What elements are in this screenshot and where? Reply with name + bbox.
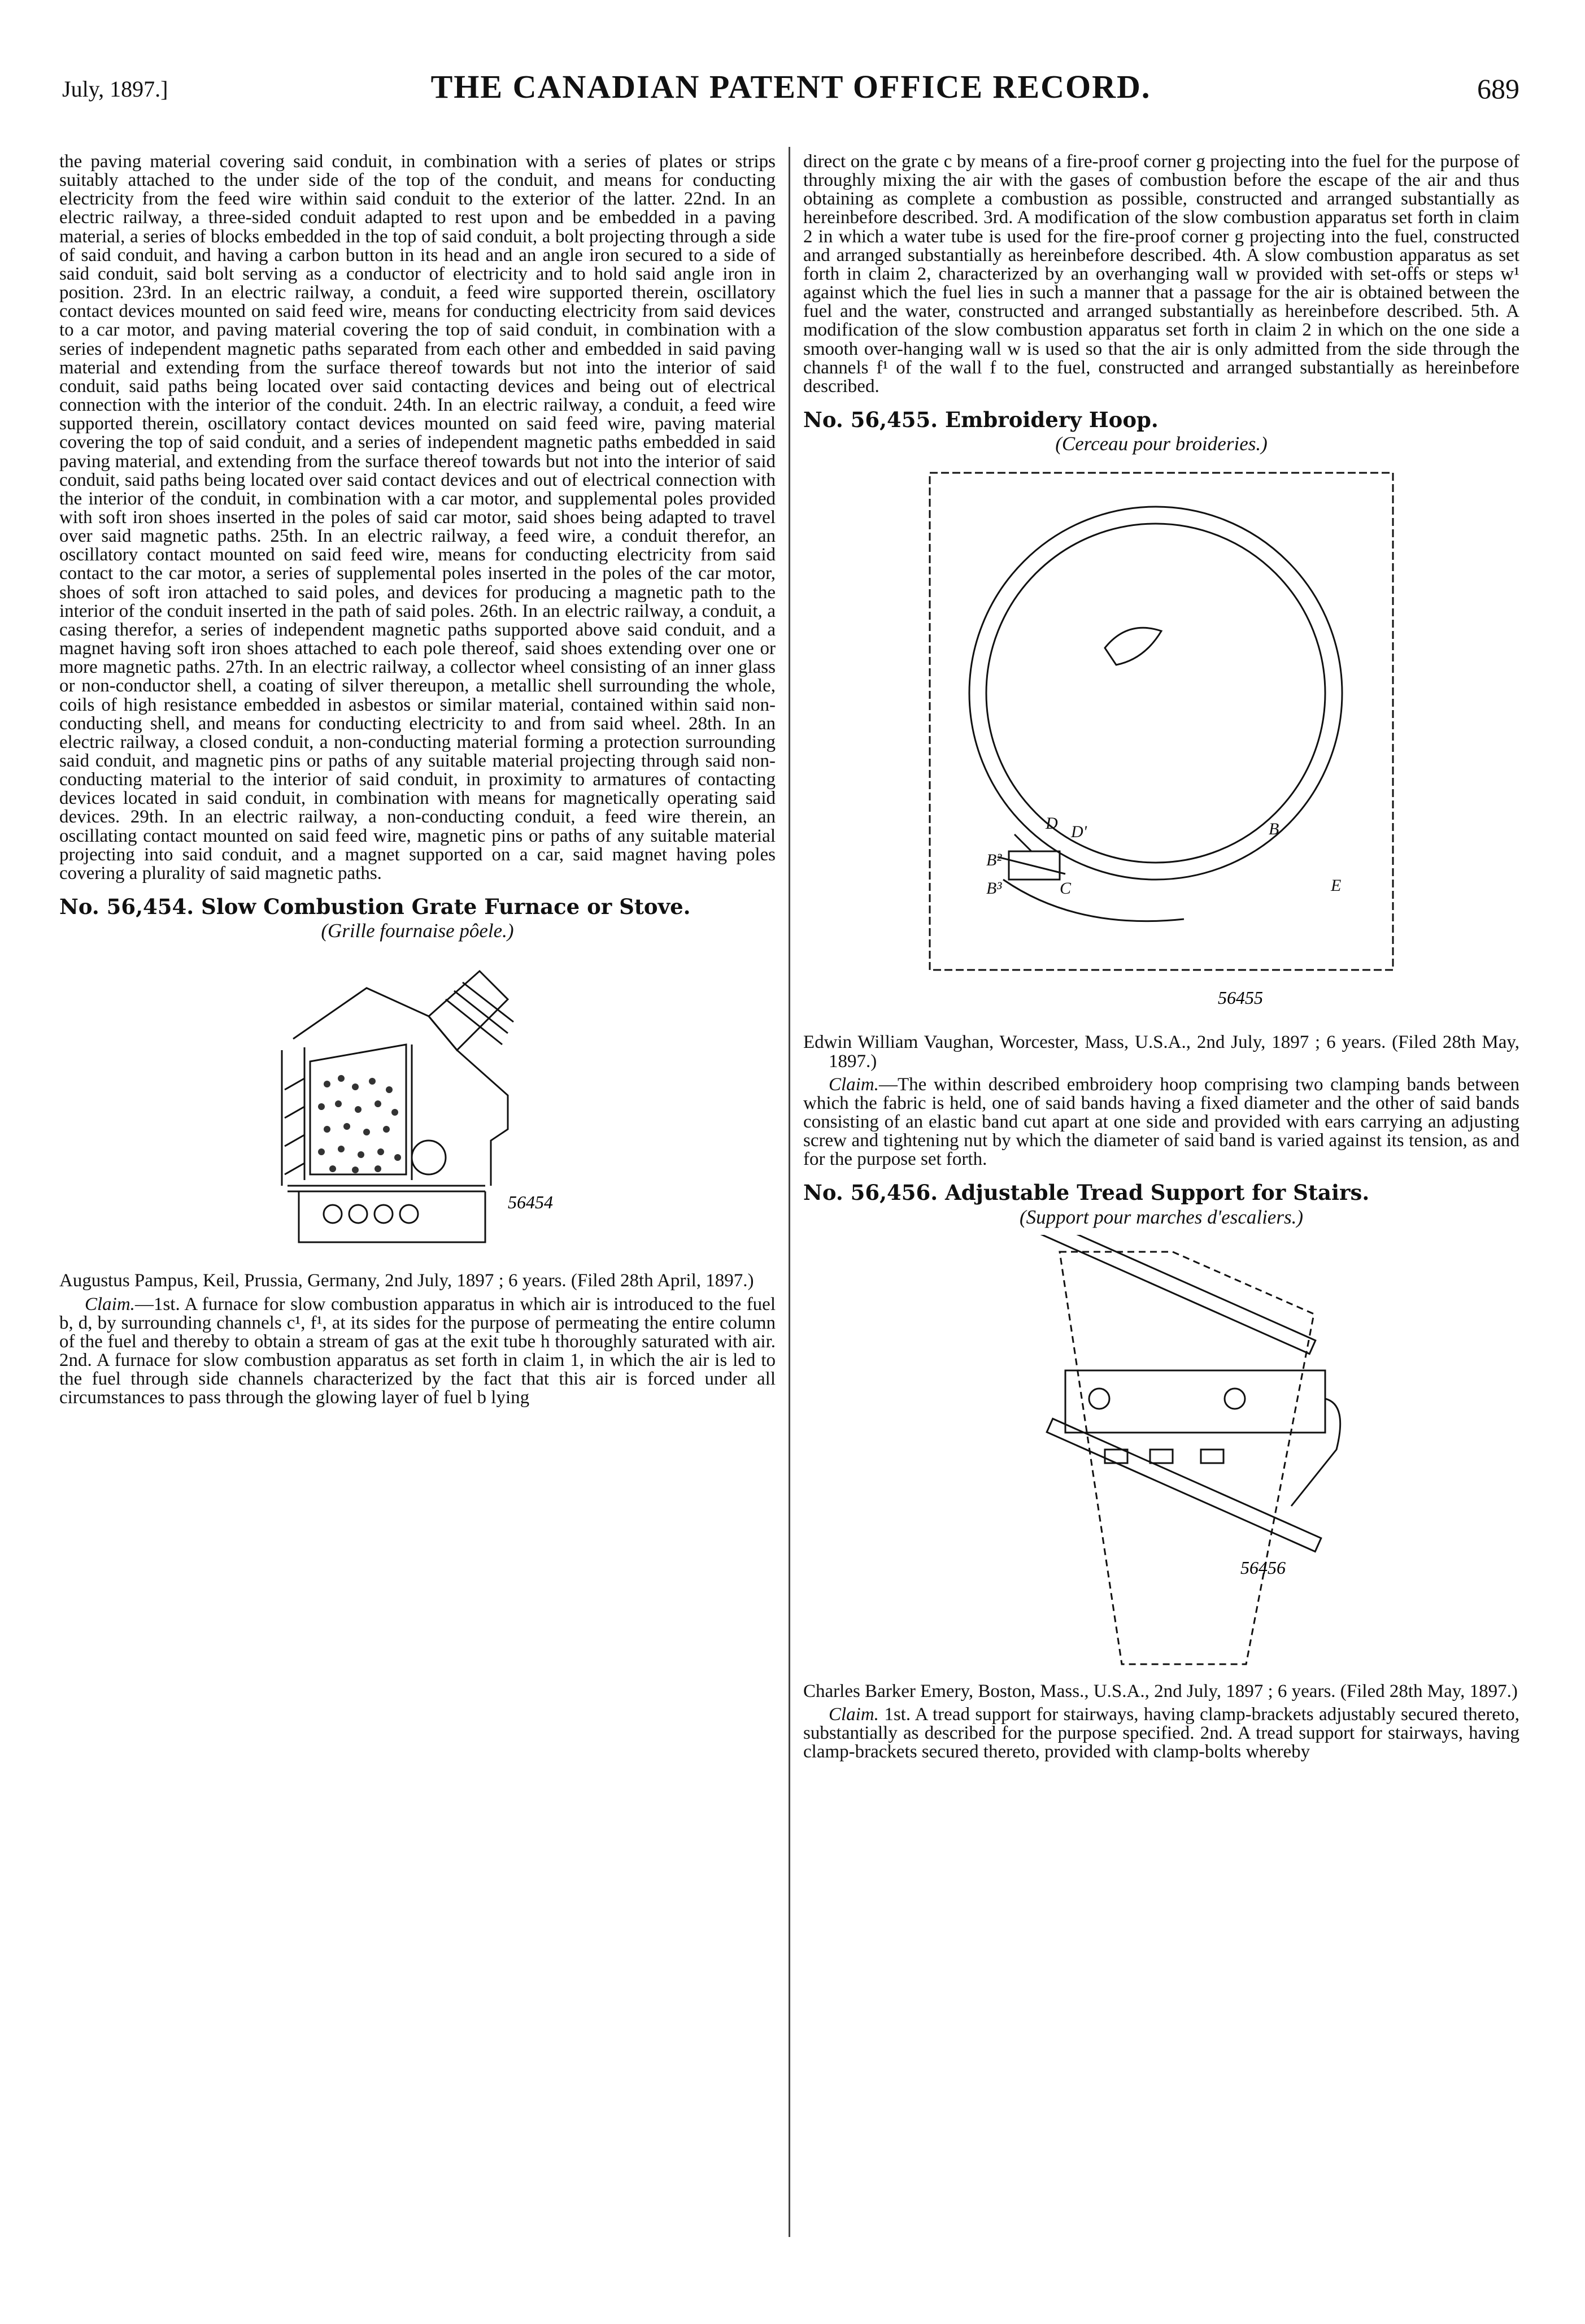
claim-label: Claim. (829, 1704, 879, 1725)
figure-number-56456: 56456 (1240, 1557, 1286, 1578)
claim-label: Claim. (85, 1294, 135, 1315)
svg-text:D: D (1046, 814, 1058, 833)
svg-text:D': D' (1071, 822, 1087, 842)
patent-heading-56456: No. 56,456. Adjustable Tread Support for Stairs. (803, 1180, 1370, 1205)
figure-number-56455: 56455 (1218, 987, 1263, 1008)
tread-support-figure (907, 1235, 1416, 1675)
svg-text:E: E (1331, 876, 1342, 895)
header-date: July, 1897.] (62, 76, 168, 102)
furnace-figure (242, 948, 593, 1265)
patent-heading-56455: No. 56,455. Embroidery Hoop. (803, 407, 1159, 433)
right-column (803, 153, 1519, 1766)
claim-56454 (59, 1295, 776, 1408)
claim-text-56454: —1st. A furnace for slow combustion apparatus in which air is introduced to the fuel b, d, by surrounding channels c¹, f¹, at its sides for the purpose of permeating the entire column of the fuel and thereby to obtain a stream of gas at the exit tube h thoroughly saturated with air. 2nd. A furnace for slow combustion apparatus as set forth in claim 1, in which the air is led to the fuel through side channels characterized by the fact that this air is forced under all circumstances to pass through the glowing layer of fuel b lying (59, 1294, 776, 1408)
patent-subtitle-56455: (Cerceau pour broideries.) (1055, 433, 1268, 455)
svg-text:C: C (1060, 879, 1072, 898)
embroidery-hoop-figure (918, 462, 1404, 1026)
inventor-56456: Charles Barker Emery, Boston, Mass., U.S.A., 2nd July, 1897 ; 6 years. (Filed 28th May, 1897.) (803, 1681, 1518, 1701)
journal-title: THE CANADIAN PATENT OFFICE RECORD. (430, 68, 1151, 105)
column-divider (789, 147, 790, 2237)
svg-text:B³: B³ (986, 879, 1002, 898)
claim-56455 (803, 1076, 1519, 1169)
claim-text-56456: 1st. A tread support for stairways, having clamp-brackets adjustably secured thereto, substantially as described for the purpose specified. 2nd. A tread support for stairways, having clamp-brackets secured thereto, provided with clamp-bolts whereby (803, 1704, 1519, 1762)
figure-number-56454: 56454 (508, 1192, 553, 1213)
patent-heading-56454: No. 56,454. Slow Combustion Grate Furnace or Stove. (59, 894, 691, 920)
svg-text:B²: B² (986, 851, 1002, 870)
page-number: 689 (1477, 73, 1519, 105)
continued-claims-text-right: direct on the grate c by means of a fire-proof corner g projecting into the fuel for the purpose of throughly mixing the air with the gases of combustion before the escape of the air and thus obtaining as complete a combustion as possible, constructed and arranged substantially as hereinbefore described. 3rd. A modification of the slow combustion apparatus set forth in claim 2 in which a water tube is used for the fire-proof corner g projecting into the fuel, constructed and arranged substantially as hereinbefore described. 4th. A slow combustion apparatus as set forth in claim 2, characterized by an overhanging wall w provided with set-offs or steps w¹ against which the fuel lies in such a manner that a passage for the air is obtained between the fuel and the water, constructed and arranged substantially as hereinbefore described. 5th. A modification of the slow combustion apparatus set forth in claim 2 in which on the one side a smooth over-hanging wall w is used so that the air is only admitted from the side through the channels f¹ of the wall f to the fuel, constructed and arranged substantially as hereinbefore described. (803, 151, 1519, 397)
patent-subtitle-56454: (Grille fournaise pôele.) (321, 920, 514, 942)
inventor-56455: Edwin William Vaughan, Worcester, Mass, U.S.A., 2nd July, 1897 ; 6 years. (Filed 28th May, 1897.) (803, 1032, 1519, 1072)
inventor-56454: Augustus Pampus, Keil, Prussia, Germany, 2nd July, 1897 ; 6 years. (Filed 28th April, 1897.) (59, 1270, 754, 1291)
claim-56456 (803, 1705, 1519, 1761)
continued-claims-text: the paving material covering said conduit, in combination with a series of plates or strips suitably attached to the under side of the top of the conduit, and means for conducting electricity from the feed wire within said conduit to the exterior of the latter. 22nd. In an electric railway, a three-sided conduit adapted to rest upon and be embedded in a paving material, a series of blocks embedded in the top of said conduit, a bolt projecting through a side of said conduit, and having a carbon button in its head and an angle iron secured to a side of said conduit, said bolt serving as a conductor of electricity and to hold said angle iron in position. 23rd. In an electric railway, a conduit, a feed wire supported therein, oscillatory contact devices mounted on said feed wire, means for conducting electricity from said devices to a car motor, and paving material covering the top of said conduit, in combination with a series of independent magnetic paths separated from each other and embedded in said paving material and extending from the surface thereof towards but not into the interior of said conduit, said paths being located over said contacting devices and being out of electrical connection with the interior of the conduit. 24th. In an electric railway, a conduit, a feed wire supported therein, oscillatory contact devices mounted on said feed wire, paving material covering the top of said conduit, and a series of independent magnetic paths embedded in said paving material, and extending from the surface thereof towards but not into the interior of said conduit, said paths being located over said contact devices and out of electrical connection with the interior of the conduit, in combination with a car motor, and supplemental poles provided with soft iron shoes inserted in the poles of said car motor, said shoes being adapted to travel over said magnetic paths. 25th. In an electric railway, a feed wire, a conduit therefor, an oscillatory contact mounted on said feed wire, means for conducting electricity from said contact to the car motor, a series of supplemental poles inserted in the poles of the car motor, shoes of soft iron attached to said poles, and devices for producing a magnetic path to the interior of the conduit inserted in the path of said poles. 26th. In an electric railway, a conduit, a casing therefor, a series of independent magnetic paths supported above said conduit, and a magnet having soft iron shoes attached to each pole thereof, said shoes extending over one or more magnetic paths. 27th. In an electric railway, a collector wheel consisting of an inner glass or non-conductor shell, a coating of silver thereupon, a metallic shell surrounding the whole, coils of high resistance embedded in asbestos or similar material, contained within said non-conducting shell, and means for conducting electricity to and from said wheel. 28th. In an electric railway, a closed conduit, a non-conducting material forming a protection surrounding said conduit, and magnetic pins or paths of any suitable material projecting through said non-conducting material to the interior of said conduit, in proximity to armatures of contacting devices located in said conduit, in combination with means for magnetically operating said devices. 29th. In an electric railway, a non-conducting conduit, a feed wire therein, an oscillating contact mounted on said feed wire, magnetic pins or paths of any suitable material projecting into said conduit, and a magnet supported on a car, said magnet having poles covering a plurality of said magnetic paths. (59, 151, 776, 884)
left-column (59, 153, 776, 1412)
patent-subtitle-56456: (Support pour marches d'escaliers.) (1020, 1205, 1303, 1228)
claim-label: Claim. (829, 1074, 879, 1095)
page-header (62, 68, 1519, 119)
claim-text-56455: —The within described embroidery hoop comprising two clamping bands between which the fabric is held, one of said bands having a fixed diameter and the other of said bands consisting of an elastic band cut apart at one side and provided with ears carrying an adjusting screw and tightening nut by which the diameter of said band is varied against its tension, as and for the purpose set forth. (803, 1074, 1519, 1170)
svg-text:B: B (1269, 820, 1279, 839)
